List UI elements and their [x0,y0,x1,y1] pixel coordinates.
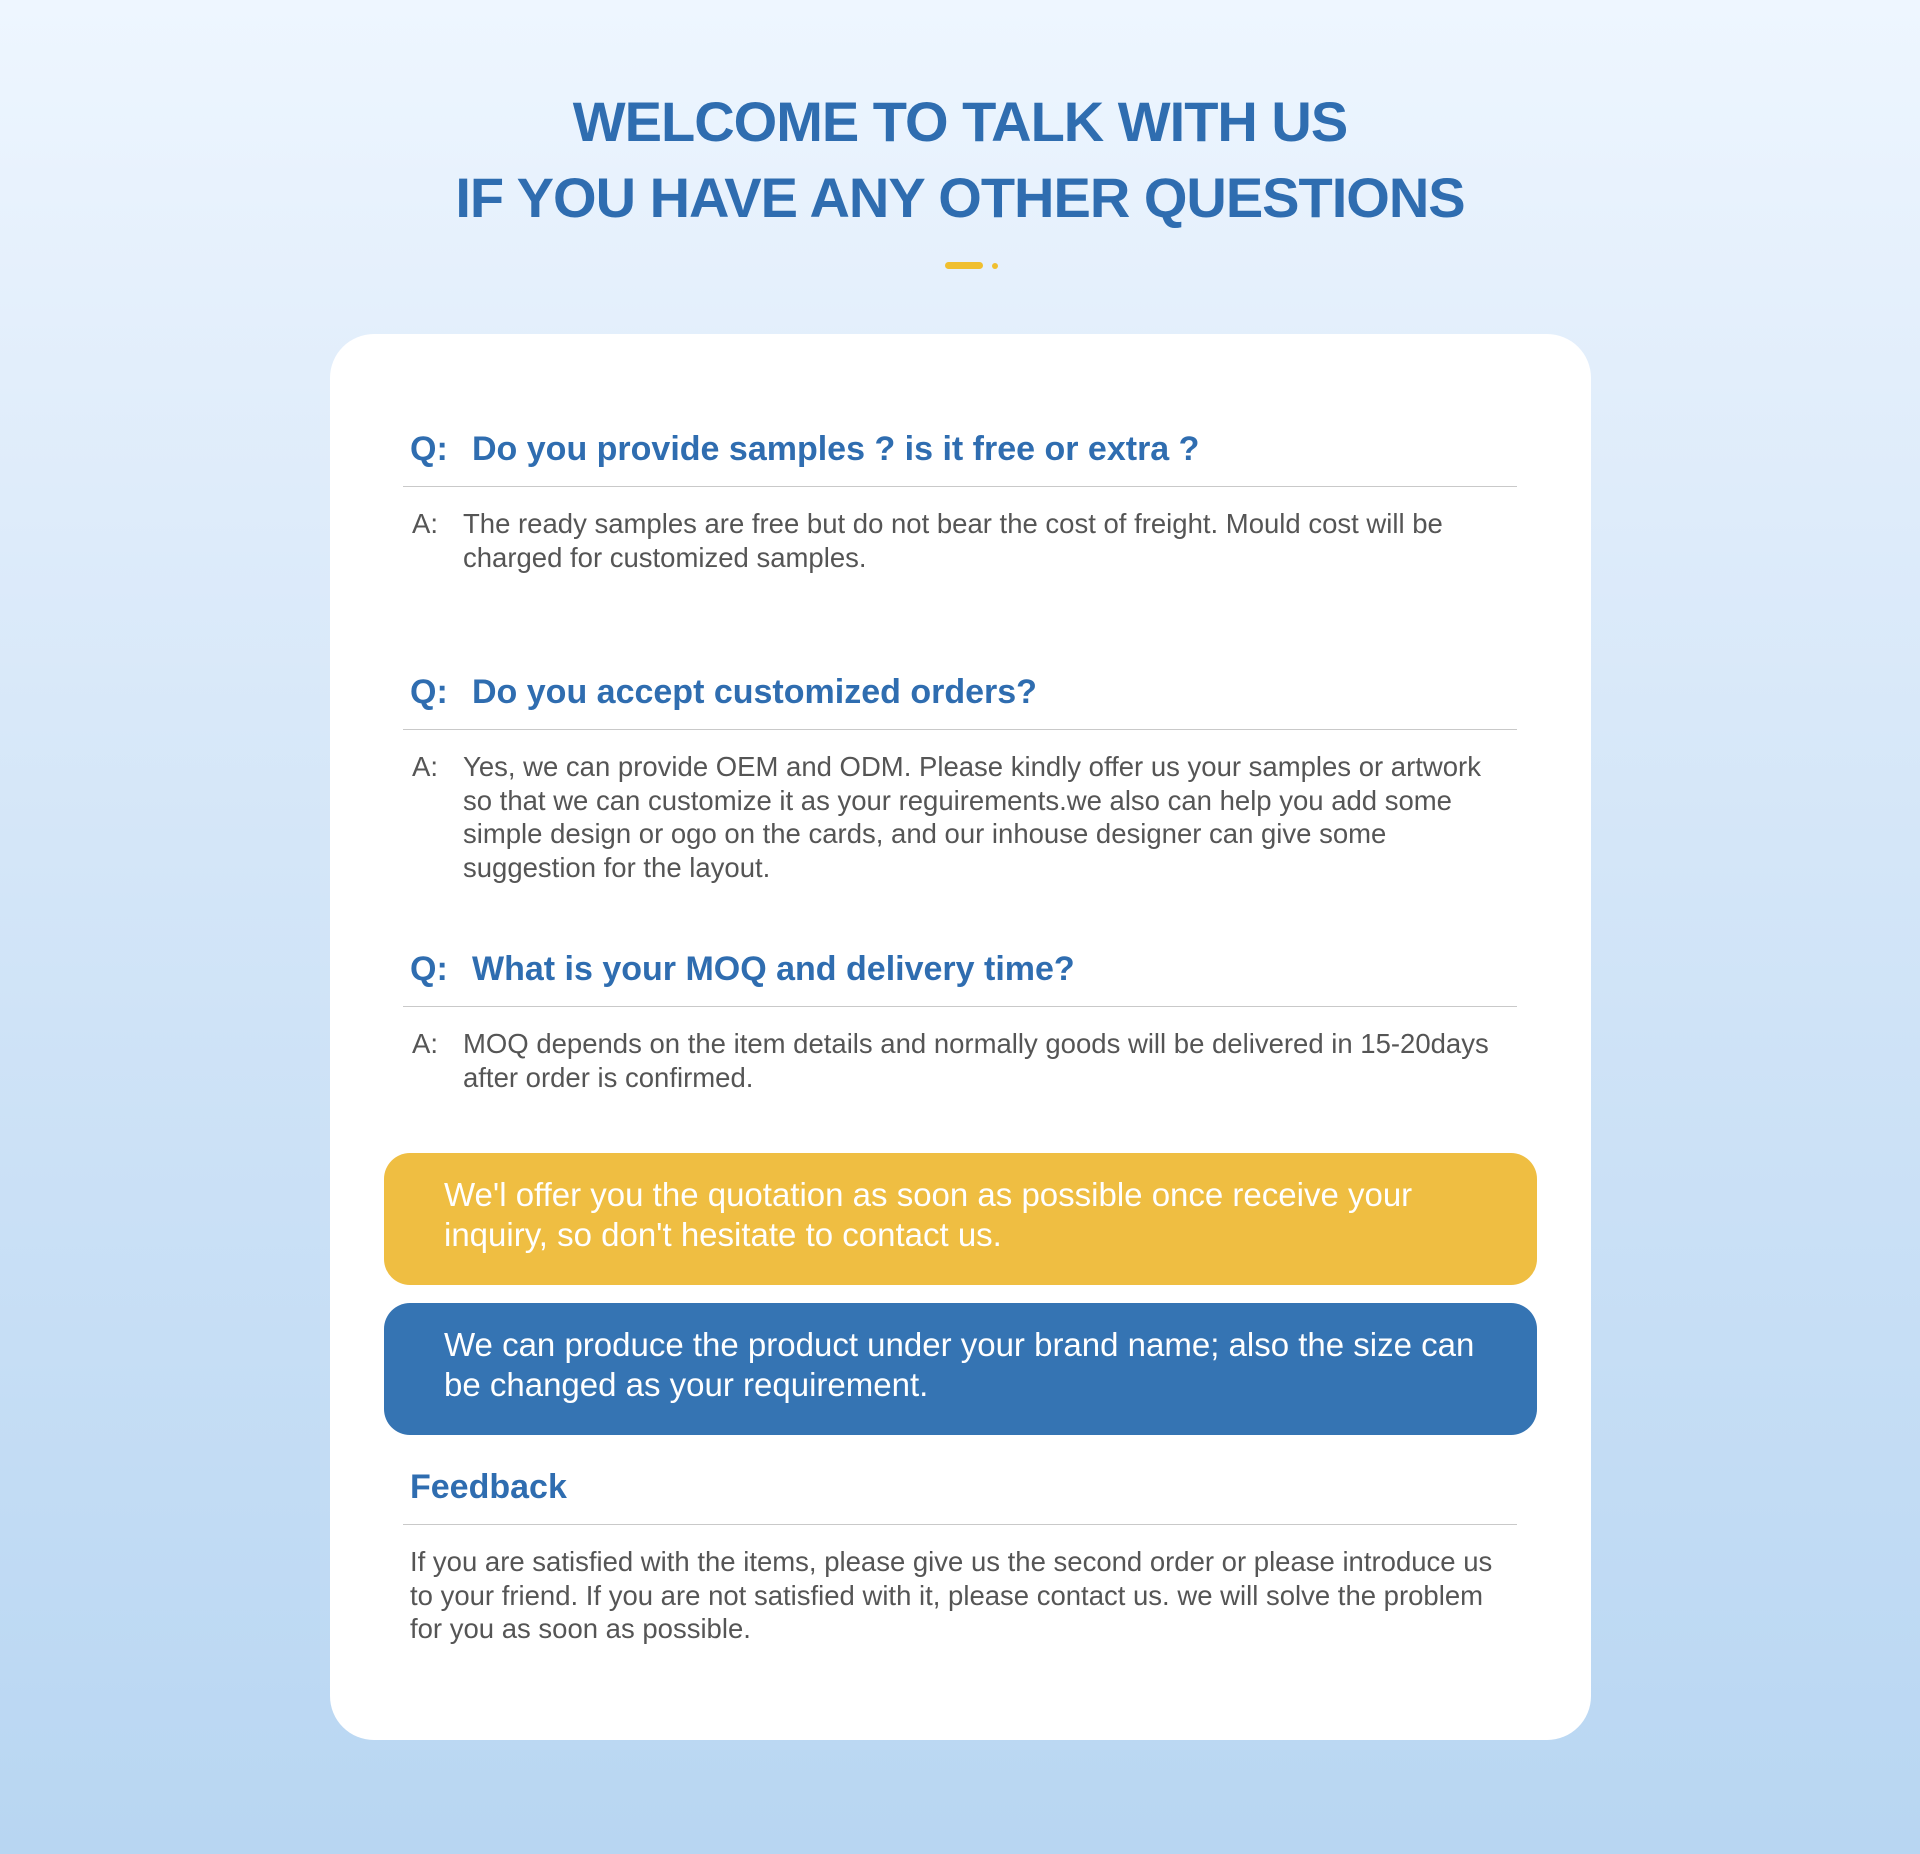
faq-question [403,948,1517,1007]
answer-text: MOQ depends on the item details and normally goods will be delivered in 15-20days after order is confirmed. [463,1028,1489,1093]
answer-prefix: A: [412,508,438,539]
decoration-bar [945,262,983,269]
answer-prefix: A: [412,751,438,782]
question-prefix: Q: [410,673,448,711]
question-text: Do you provide samples ? is it free or extra ? [472,430,1200,468]
title-decoration [0,262,1920,270]
feedback-text: If you are satisfied with the items, please give us the second order or please introduce us to your friend. If you are not satisfied with it, please contact us. we will solve the problem for you as soon as possible. [410,1546,1493,1644]
decoration-dot [992,263,998,269]
page-title-line-1: WELCOME TO TALK WITH US [572,90,1348,153]
faq-item-moq-delivery [403,948,1517,1094]
feedback-title: Feedback [403,1466,1517,1525]
faq-answer [403,1027,1517,1094]
question-prefix: Q: [410,950,448,988]
faq-answer [403,507,1517,574]
question-text: Do you accept customized orders? [472,673,1037,711]
page-title-line-2: IF YOU HAVE ANY OTHER QUESTIONS [455,166,1465,229]
question-prefix: Q: [410,430,448,468]
answer-prefix: A: [412,1028,438,1059]
answer-text: The ready samples are free but do not bear the cost of freight. Mould cost will be charged for customized samples. [463,508,1443,573]
quotation-banner: We'l offer you the quotation as soon as possible once receive your inquiry, so don't hesitate to contact us. [384,1153,1537,1285]
brand-banner: We can produce the product under your brand name; also the size can be changed as your requirement. [384,1303,1537,1435]
faq-item-customized-orders [403,671,1517,884]
faq-question [403,428,1517,487]
answer-text: Yes, we can provide OEM and ODM. Please kindly offer us your samples or artwork so that we can customize it as your reguirements.we also can help you add some simple design or ogo on the cards, and our inhouse designer can give some suggestion for the layout. [463,751,1481,883]
faq-card [330,334,1591,1740]
feedback-section [403,1466,1517,1646]
question-text: What is your MOQ and delivery time? [472,950,1075,988]
faq-question [403,671,1517,730]
faq-item-samples [403,428,1517,574]
page-title [0,84,1920,236]
page-header [0,84,1920,270]
faq-answer [403,750,1517,884]
